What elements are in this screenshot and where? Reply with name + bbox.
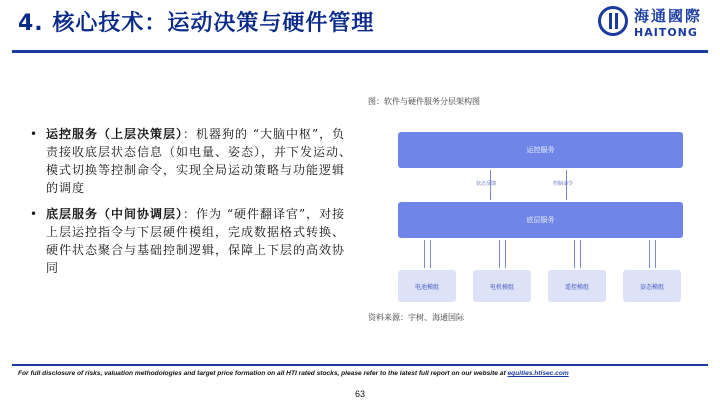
bullet-item-lower-layer <box>30 205 355 277</box>
lower-layer-box: 底层服务 <box>398 202 683 238</box>
module-arrow <box>655 240 656 268</box>
module-arrow <box>574 240 575 268</box>
attitude-module-box: 姿态模组 <box>623 270 681 302</box>
figure-caption: 图：软件与硬件服务分层架构图 <box>368 97 480 106</box>
bullet-dot-icon: • <box>30 207 39 221</box>
bullet-heading: 运控服务（上层决策层） <box>46 127 184 141</box>
remote-module-box: 遥控模组 <box>548 270 606 302</box>
logo-mark-icon <box>598 6 628 36</box>
footer-divider <box>12 364 708 366</box>
website-link[interactable]: equities.htisec.com <box>507 370 569 377</box>
architecture-diagram <box>398 132 683 302</box>
figure-source: 资料来源：宇树、海通国际 <box>368 313 464 322</box>
module-arrow <box>430 240 431 268</box>
logo-chinese-text: 海通國際 <box>634 7 703 25</box>
module-arrow <box>505 240 506 268</box>
upper-layer-box: 运控服务 <box>398 132 683 168</box>
motor-module-box: 电机模组 <box>473 270 531 302</box>
module-arrow <box>649 240 650 268</box>
footer-disclaimer <box>18 370 569 377</box>
disclaimer-text: For full disclosure of risks, valuation methodologies and target price formation on all HTI rated stocks, please refer to the latest full report on our website at <box>18 370 506 377</box>
slide-title: 4. 核心技术：运动决策与硬件管理 <box>18 11 375 36</box>
haitong-logo <box>598 4 716 44</box>
bullet-text: ：机器狗的 “大脑中枢”，负责接收底层状态信息（如电量、姿态），并下发运动、模式切换等控制命令，实现全局运动策略与功能逻辑的调度 <box>46 127 353 195</box>
bullet-dot-icon: • <box>30 127 39 141</box>
module-arrow <box>424 240 425 268</box>
bullet-item-upper-layer <box>30 125 355 197</box>
bullet-heading: 底层服务（中间协调层） <box>46 207 184 221</box>
bullet-list <box>30 125 355 285</box>
arrow-label-command: 控制命令 <box>553 181 574 187</box>
arrow-label-feedback: 状态反馈 <box>476 181 497 187</box>
module-arrow <box>499 240 500 268</box>
page-number: 63 <box>354 389 365 399</box>
module-arrow <box>580 240 581 268</box>
battery-module-box: 电池模组 <box>398 270 456 302</box>
header-divider <box>12 50 708 53</box>
bullet-text: ：作为 “硬件翻译官”，对接上层运控指令与下层硬件模组，完成数据格式转换、硬件状态聚合与基础控制逻辑，保障上下层的高效协同 <box>46 207 346 275</box>
logo-english-text: HAITONG <box>634 26 698 39</box>
